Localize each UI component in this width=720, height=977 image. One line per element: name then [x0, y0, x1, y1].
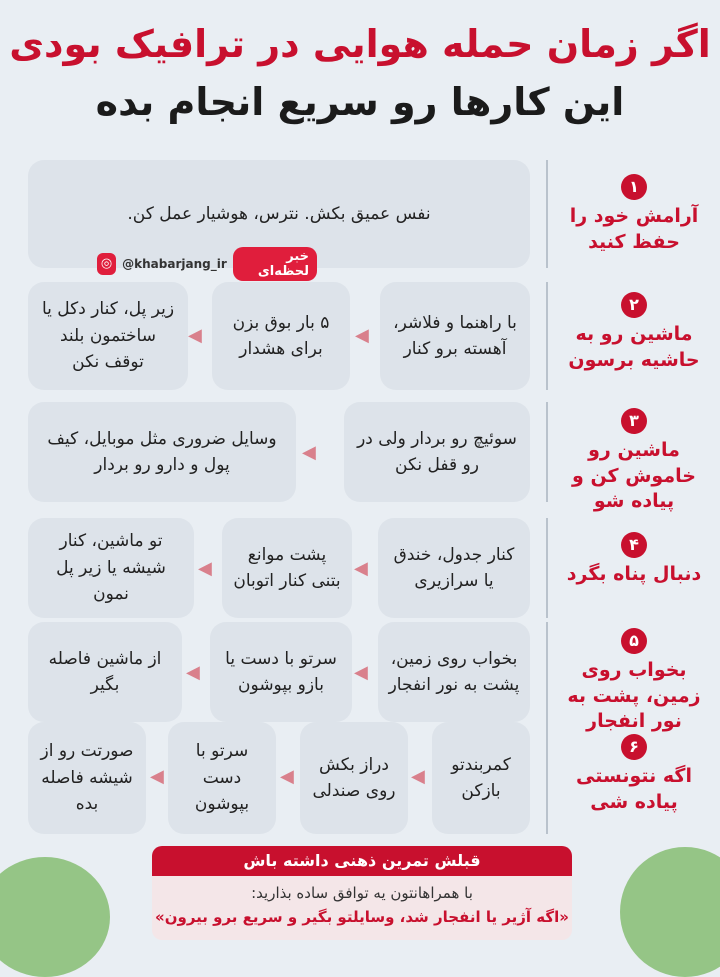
- title-line2: این کارها رو سریع انجام بده: [95, 80, 625, 124]
- step-4: [552, 532, 716, 588]
- step-5-box-3: از ماشین فاصله بگیر: [28, 622, 182, 722]
- instagram-icon: ◎: [97, 253, 116, 275]
- arrow-left-icon: ◀: [198, 558, 212, 579]
- step-number: ۲: [621, 292, 647, 318]
- arrow-left-icon: ◀: [302, 442, 316, 463]
- step-label: آرامش خود را حفظ کنید: [569, 205, 699, 253]
- watermark: [97, 250, 317, 278]
- step-2: [552, 292, 716, 373]
- divider: [546, 402, 548, 502]
- step-2-box-1: با راهنما و فلاشر، آهسته برو کنار: [380, 282, 530, 390]
- step-6-box-2: دراز بکش روی صندلی: [300, 722, 408, 834]
- step-label: اگه نتونستی پیاده شی: [576, 765, 692, 813]
- step-5-box-2: سرتو با دست یا بازو بپوشون: [210, 622, 352, 722]
- step-5: [552, 628, 716, 735]
- tree-decoration: [620, 847, 720, 977]
- step-number: ۶: [621, 734, 647, 760]
- divider: [546, 518, 548, 618]
- step-number: ۵: [621, 628, 647, 654]
- step-label: دنبال پناه بگرد: [566, 563, 702, 585]
- step-6-box-3: سرتو با دست بپوشون: [168, 722, 276, 834]
- step-label: ماشین رو خاموش کن و پیاده شو: [572, 439, 696, 513]
- step-3-box-2: وسایل ضروری مثل موبایل، کیف پول و دارو رو بردار: [28, 402, 296, 502]
- step-2-box-2: ۵ بار بوق بزن برای هشدار: [212, 282, 350, 390]
- step-4-box-2: پشت موانع بتنی کنار اتوبان: [222, 518, 352, 618]
- step-6: [552, 734, 716, 815]
- arrow-left-icon: ◀: [150, 766, 164, 787]
- step-number: ۳: [621, 408, 647, 434]
- arrow-left-icon: ◀: [186, 662, 200, 683]
- step-3-box-1: سوئیچ رو بردار ولی در رو قفل نکن: [344, 402, 530, 502]
- step-6-box-4: صورتت رو از شیشه فاصله بده: [28, 722, 146, 834]
- step-4-box-1: کنار جدول، خندق یا سرازیری: [378, 518, 530, 618]
- step-2-box-3: زیر پل، کنار دکل یا ساختمون بلند توقف نکن: [28, 282, 188, 390]
- step-number: ۴: [621, 532, 647, 558]
- step-1-box-1: نفس عمیق بکش. نترس، هوشیار عمل کن.: [28, 160, 530, 268]
- title-line1: اگر زمان حمله هوایی در ترافیک بودی: [9, 22, 711, 66]
- arrow-left-icon: ◀: [354, 558, 368, 579]
- divider: [546, 722, 548, 834]
- watermark-brand: خبر لحظه‌ای: [233, 247, 317, 281]
- footer-heading: قبلش تمرین ذهنی داشته باش: [152, 846, 572, 876]
- footer-body: [152, 876, 572, 940]
- divider: [546, 160, 548, 268]
- step-number: ۱: [621, 174, 647, 200]
- step-label: ماشین رو به حاشیه برسون: [568, 323, 700, 371]
- step-5-box-1: بخواب روی زمین، پشت به نور انفجار: [378, 622, 530, 722]
- arrow-left-icon: ◀: [355, 325, 369, 346]
- footer-line1: با همراهانتون یه توافق ساده بذارید:: [251, 884, 473, 902]
- step-4-box-3: تو ماشین، کنار شیشه یا زیر پل نمون: [28, 518, 194, 618]
- arrow-left-icon: ◀: [411, 766, 425, 787]
- divider: [546, 282, 548, 390]
- divider: [546, 622, 548, 722]
- arrow-left-icon: ◀: [354, 662, 368, 683]
- step-6-box-1: کمربندتو بازکن: [432, 722, 530, 834]
- footer-line2: «اگه آژیر یا انفجار شد، وسایلتو بگیر و سریع برو بیرون»: [155, 908, 569, 926]
- arrow-left-icon: ◀: [280, 766, 294, 787]
- step-3: [552, 408, 716, 515]
- step-1: [552, 174, 716, 255]
- arrow-left-icon: ◀: [188, 325, 202, 346]
- tree-decoration: [0, 857, 110, 977]
- watermark-handle: @khabarjang_ir: [122, 257, 227, 271]
- step-label: بخواب روی زمین، پشت به نور انفجار: [567, 659, 701, 733]
